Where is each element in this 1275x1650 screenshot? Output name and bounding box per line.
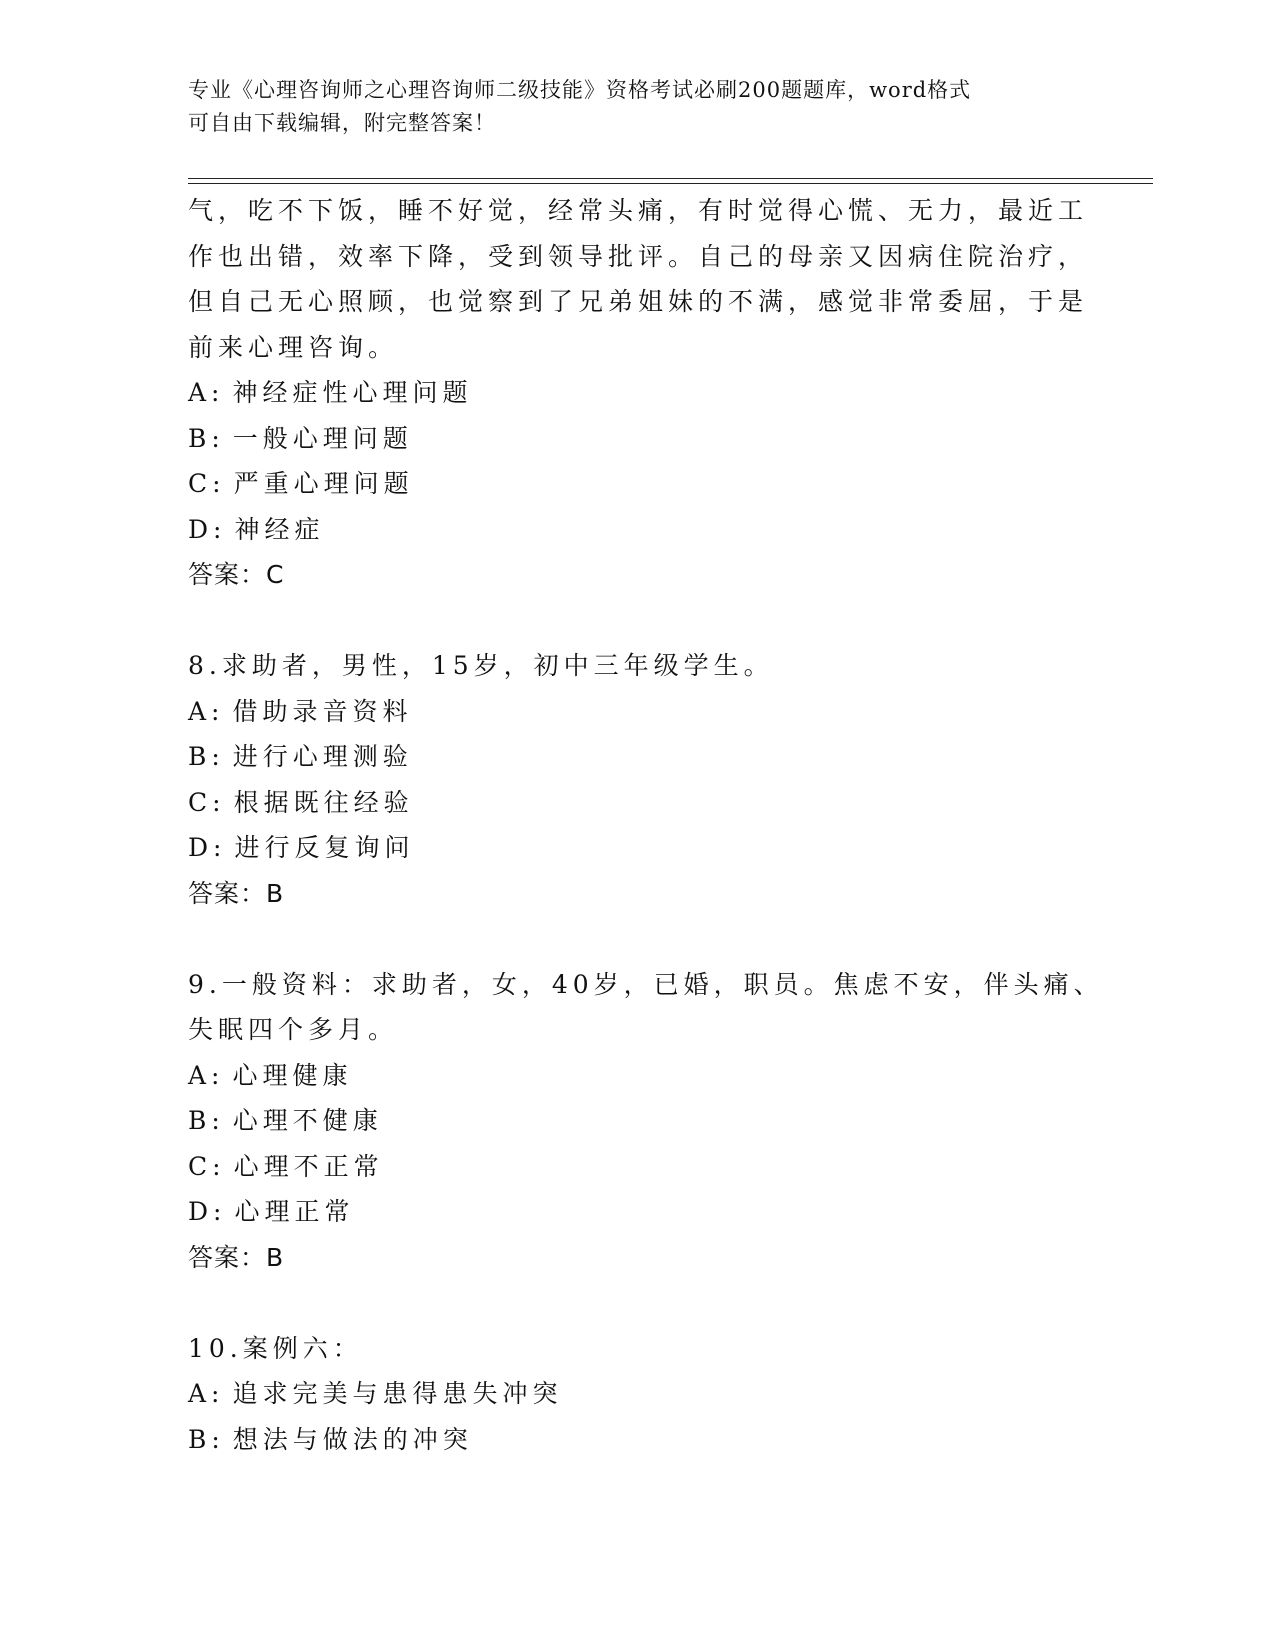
option-text: 心理不正常 [233, 1151, 384, 1181]
option-d [188, 825, 1068, 871]
option-b [188, 1098, 1068, 1144]
option-letter: D: [188, 1197, 227, 1226]
option-a [188, 370, 1068, 416]
option-letter: A: [188, 1060, 225, 1090]
option-text: 追求完美与患得患失冲突 [232, 1379, 563, 1408]
header-divider-bottom [188, 183, 1153, 184]
question-10 [188, 1326, 1068, 1463]
option-text: 严重心理问题 [233, 469, 414, 498]
option-text: 进行反复询问 [234, 833, 415, 862]
option-d [188, 507, 1068, 553]
question-stem-line: 作也出错，效率下降，受到领导批评。自己的母亲又因病住院治疗， [188, 241, 1089, 271]
option-text: 进行心理测验 [232, 742, 413, 771]
option-text: 神经症 [234, 514, 325, 544]
option-letter: A: [188, 1379, 225, 1408]
header-line-1: 专业《心理咨询师之心理咨询师二级技能》资格考试必刷200题题库，word格式 [188, 78, 972, 102]
answer-line: 答案：C [188, 560, 285, 589]
question-9 [188, 962, 1104, 1281]
option-letter: C: [188, 1151, 226, 1181]
option-a [188, 1053, 1068, 1099]
option-letter: D: [188, 514, 227, 544]
question-stem: 10.案例六： [188, 1333, 363, 1363]
question-stem-line: 前来心理咨询。 [188, 332, 399, 362]
answer-line: 答案：B [188, 878, 285, 908]
question-stem-line: 失眠四个多月。 [188, 1015, 399, 1044]
option-c [188, 461, 1068, 507]
question-stem-line: 9.一般资料：求助者，女，40岁，已婚，职员。焦虑不安，伴头痛、 [188, 969, 1104, 999]
option-c [188, 780, 1068, 826]
option-letter: A: [188, 696, 225, 726]
spacer [188, 1280, 1068, 1326]
question-stem-line: 但自己无心照顾，也觉察到了兄弟姐妹的不满，感觉非常委屈，于是 [188, 287, 1089, 316]
option-text: 心理不健康 [232, 1106, 383, 1135]
option-a [188, 689, 1068, 735]
question-stem: 8.求助者，男性，15岁，初中三年级学生。 [188, 651, 774, 680]
option-letter: B: [188, 742, 225, 771]
option-letter: D: [188, 833, 227, 862]
option-letter: B: [188, 1424, 225, 1454]
option-text: 心理健康 [232, 1060, 353, 1090]
option-c [188, 1144, 1068, 1190]
option-text: 想法与做法的冲突 [232, 1424, 473, 1454]
option-text: 根据既往经验 [233, 787, 414, 817]
answer-line: 答案：B [188, 1242, 285, 1272]
question-list [188, 188, 1104, 1462]
option-letter: B: [188, 423, 225, 453]
option-text: 神经症性心理问题 [232, 378, 473, 407]
spacer [188, 916, 1068, 962]
header-line-2: 可自由下载编辑，附完整答案！ [188, 111, 496, 135]
option-letter: C: [188, 787, 226, 817]
header-divider-top [188, 178, 1153, 179]
option-b [188, 416, 1068, 462]
option-text: 一般心理问题 [232, 423, 413, 453]
option-b [188, 734, 1068, 780]
spacer [188, 598, 1068, 644]
option-b [188, 1417, 1068, 1463]
option-letter: C: [188, 469, 226, 498]
option-text: 借助录音资料 [232, 696, 413, 726]
option-letter: B: [188, 1106, 225, 1135]
option-a [188, 1371, 1068, 1417]
option-d [188, 1189, 1068, 1235]
document-header [188, 74, 1088, 140]
option-text: 心理正常 [234, 1197, 355, 1226]
question-continuation [188, 188, 1089, 598]
option-letter: A: [188, 378, 225, 407]
question-8 [188, 643, 1068, 916]
question-stem-line: 气，吃不下饭，睡不好觉，经常头痛，有时觉得心慌、无力，最近工 [188, 196, 1089, 225]
